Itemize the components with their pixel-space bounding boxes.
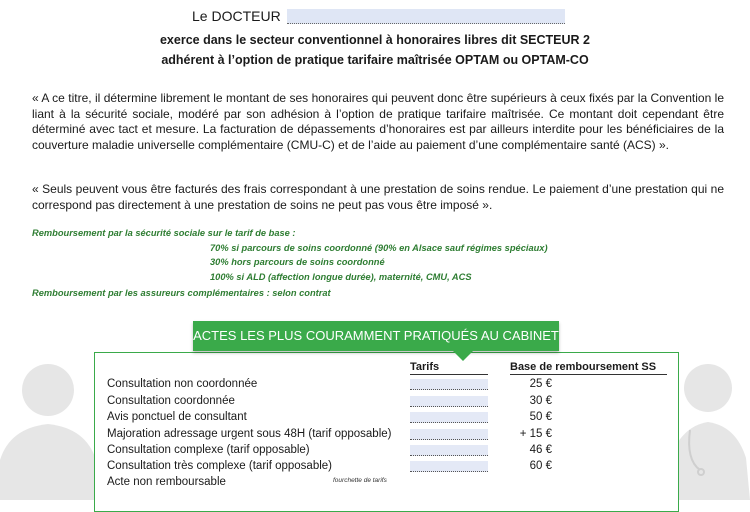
table-row — [107, 395, 667, 411]
column-header-tarifs: Tarifs — [410, 361, 488, 375]
reimbursement-item: 70% si parcours de soins coordonné (90% en Alsace sauf régimes spéciaux) — [210, 243, 548, 253]
optam-subtitle: adhérent à l’option de pratique tarifaire maîtrisée OPTAM ou OPTAM-CO — [161, 53, 589, 67]
column-header-base: Base de remboursement SS — [510, 361, 667, 375]
base-amount: + 15 € — [519, 428, 552, 440]
base-amount: 46 € — [529, 444, 552, 456]
table-row — [107, 378, 667, 394]
base-amount: 50 € — [529, 411, 552, 423]
act-label: Acte non remboursable — [107, 476, 226, 488]
fourchette-note: fourchette de tarifs — [333, 477, 387, 484]
act-label: Majoration adressage urgent sous 48H (tarif opposable) — [107, 428, 392, 440]
table-row — [107, 444, 667, 460]
table-row — [107, 460, 667, 476]
reimbursement-item: 100% si ALD (affection longue durée), maternité, CMU, ACS — [210, 272, 472, 282]
act-label: Consultation non coordonnée — [107, 378, 258, 390]
act-label: Consultation coordonnée — [107, 395, 235, 407]
act-label: Consultation complexe (tarif opposable) — [107, 444, 310, 456]
reimbursement-complementary-title: Remboursement par les assureurs complémentaires : selon contrat — [32, 288, 331, 298]
base-amount: 25 € — [529, 378, 552, 390]
sector-subtitle: exerce dans le secteur conventionnel à honoraires libres dit SECTEUR 2 — [159, 33, 590, 47]
table-row — [107, 411, 667, 427]
base-amount: 30 € — [529, 395, 552, 407]
reimbursement-ss-title: Remboursement par la sécurité sociale sur le tarif de base : — [32, 228, 296, 238]
person-silhouette-icon — [0, 350, 100, 500]
base-amount: 60 € — [529, 460, 552, 472]
doctor-label: Le DOCTEUR — [192, 8, 281, 24]
doctor-name-field[interactable] — [287, 9, 565, 24]
reimbursement-item: 30% hors parcours de soins coordonné — [210, 257, 385, 267]
act-label: Avis ponctuel de consultant — [107, 411, 247, 423]
fees-paragraph: « A ce titre, il détermine librement le montant de ses honoraires qui peuvent donc être supérieurs à ceux fixés par la Convention le liant à la sécurité sociale, modéré par son adhésion à l’option de pratique tarifaire maîtrisée. Ce montant doit cependant être déterminé avec tact et mesure. La facturation de dépassements d’honoraires est par ailleurs interdite pour les bénéficiaires de la couverture maladie universelle complémentaire (CMU-C) et de l’aide au paiement d’une complémentaire santé (ACS) ». — [32, 91, 724, 152]
table-row — [107, 428, 667, 444]
banner-pointer — [452, 350, 474, 361]
act-label: Consultation très complexe (tarif opposable) — [107, 460, 333, 472]
services-paragraph: « Seuls peuvent vous être facturés des frais correspondant à une prestation de soins rendue. Le paiement d’une prestation qui ne correspond pas directement à une prestation de soins ne peut pas vous être imposé ». — [32, 182, 724, 212]
acts-banner: ACTES LES PLUS COURAMMENT PRATIQUÉS AU CABINET — [193, 321, 559, 351]
table-row — [107, 476, 667, 492]
doctor-line — [192, 8, 565, 24]
